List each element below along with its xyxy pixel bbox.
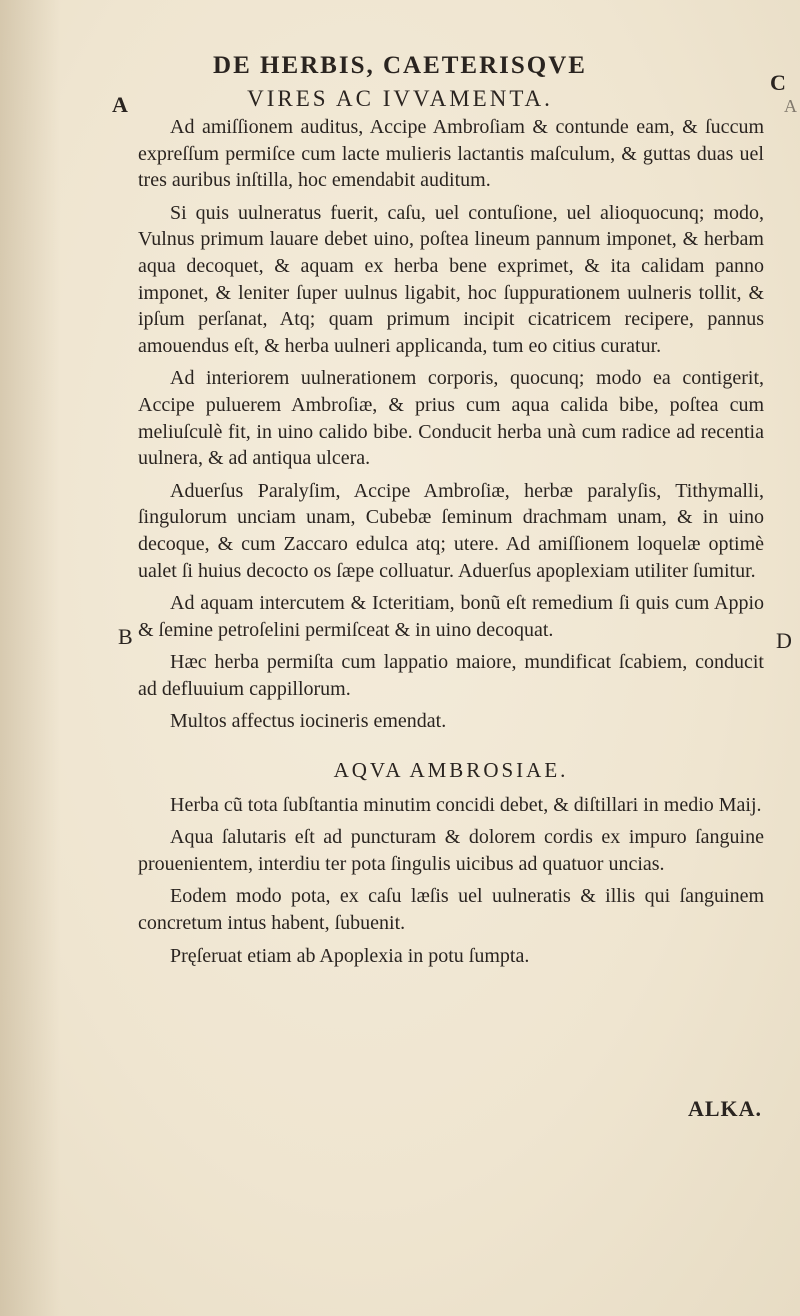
catchword: ALKA. [687, 1096, 762, 1121]
margin-letter-a: A [112, 92, 128, 117]
margin-letter-b: B [118, 624, 133, 649]
paragraph-distillation: Herba cũ tota ſubſtantia minutim concidi debet, & diſtillari in medio Maij. [170, 793, 762, 816]
paragraph-paralysis: Aduerſus Paralyſim, Accipe Ambroſiæ, herbæ paralyſis, Tithymalli, ſingulorum unciam unam, Cubebæ ſeminum drachmam unam, & in uino decoque, & cum Zaccaro edulca atq; utere. Ad amiſſionem loquelæ optimè ualet ſi huius decocto os ſæpe colluatur. Aduerſus apoplexiam utiliter ſumitur. [138, 479, 764, 582]
paragraph-apoplexy: Pręſeruat etiam ab Apoplexia in potu ſumpta. [170, 944, 530, 967]
page-subtitle: VIRES AC IVVAMENTA. [247, 86, 553, 111]
page-gutter-shadow [0, 0, 60, 1316]
paragraph-heart: Aqua ſalutaris eſt ad puncturam & dolorem cordis ex impuro ſanguine prouenientem, interdiu ter pota ſingulis uicibus ad quatuor uncias. [138, 826, 764, 875]
paragraph-scabies: Hæc herba permiſta cum lappatio maiore, mundificat ſcabiem, conducit ad defluuium cappillorum. [138, 651, 764, 700]
margin-letter-d: D [776, 628, 792, 653]
paragraph-bruises: Eodem modo pota, ex caſu læſis uel uulneratis & illis qui ſanguinem concretum intus habent, ſubuenit. [138, 885, 764, 935]
running-title: DE HERBIS, CAETERISQVE [213, 52, 587, 79]
paragraph-wounds: Si quis uulneratus fuerit, caſu, uel contuſione, uel alioquocunq; modo, Vulnus primum lauare debet uino, poſtea lineum pannum imponet, & herbam aqua decoquet, & aquam ex herba bene exprimet, & ita calidam panno imponet, & leniter ſuper uulnus ligabit, hoc ſuppurationem uulneris tollit, & ipſum perſanat, Atq; quam primum incipit cicatricem recipere, pannus amouendus eſt, & herba uulneri applicanda, tum eo citius curatur. [138, 201, 764, 357]
margin-letter-show-through: A [784, 96, 797, 116]
paragraph-dropsy: Ad aquam intercutem & Icteritiam, bonũ eſt remedium ſi quis cum Appio & ſemine petroſelini permiſceat & in uino decoquat. [138, 592, 764, 641]
paragraph-hearing: Ad amiſſionem auditus, Accipe Ambroſiam & contunde eam, & ſuccum expreſſum permiſce cum lacte mulieris lactantis maſculum, & guttas duas uel tres auribus inſtilla, hoc emendabit auditum. [138, 116, 764, 192]
main-text-block [138, 114, 764, 975]
paragraph-internal-wounds: Ad interiorem uulnerationem corporis, quocunq; modo ea contigerit, Accipe puluerem Ambroſiæ, & prius cum aqua calida bibe, poſtea cum meliuſculè fit, in uino calido bibe. Conducit herba unà cum radice ad recentia uulnera, & ad antiqua ulcera. [138, 367, 764, 470]
paragraph-liver: Multos affectus iocineris emendat. [170, 710, 447, 733]
section-title: AQVA AMBROSIAE. [333, 758, 569, 783]
margin-letter-c: C [770, 70, 786, 95]
